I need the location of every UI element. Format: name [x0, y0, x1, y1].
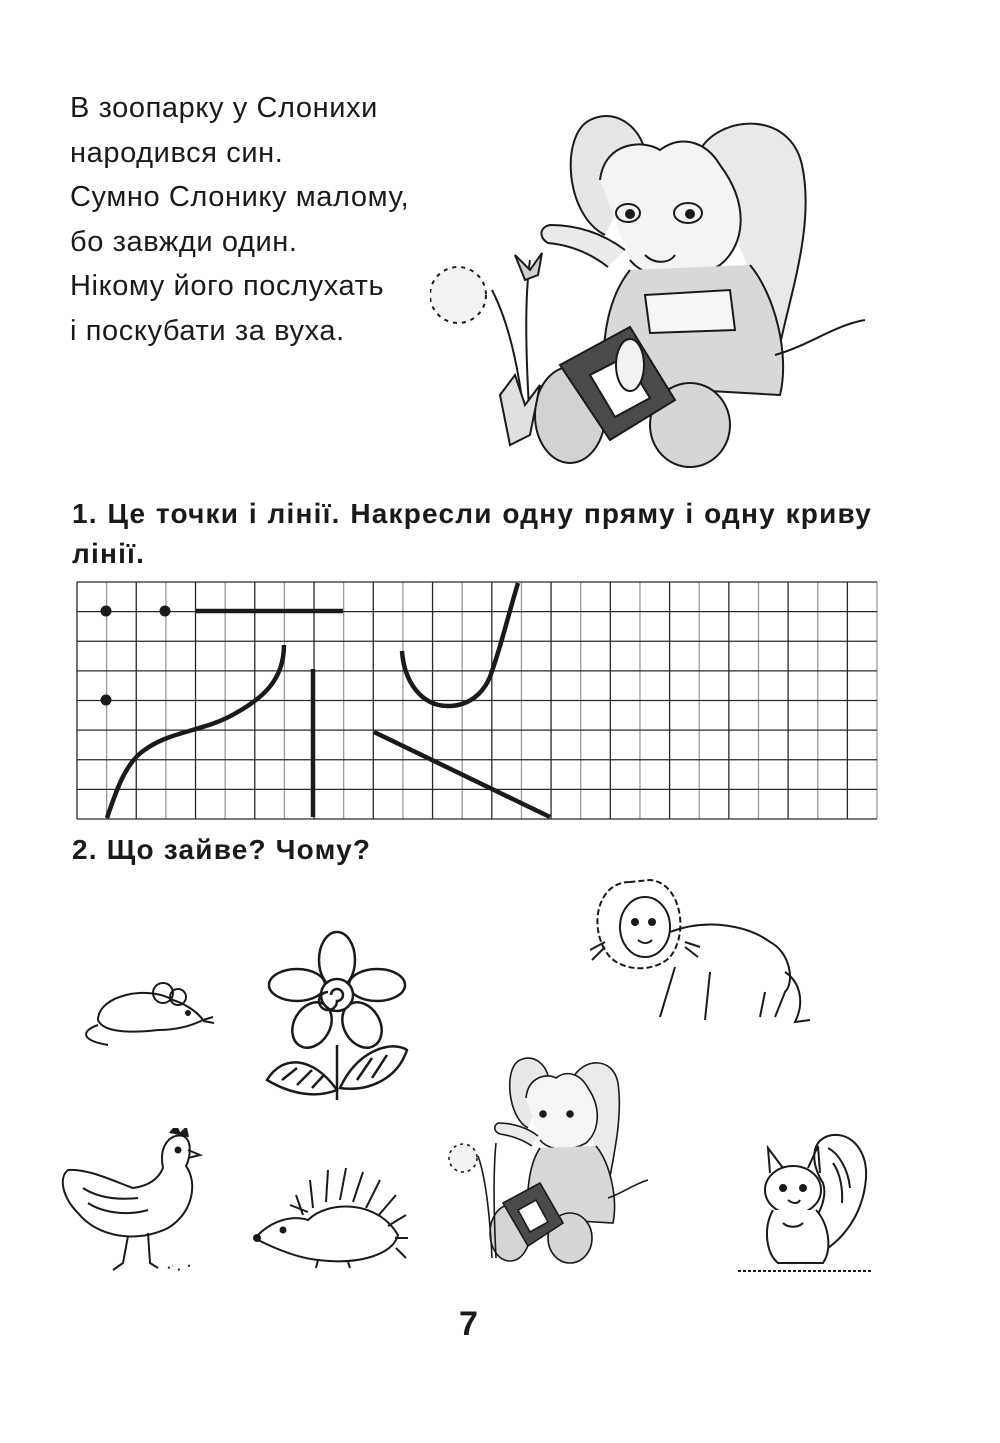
drawing-grid[interactable]: [76, 581, 878, 826]
poem-line: і поскубати за вуха.: [70, 314, 345, 347]
task-1-number: 1.: [72, 498, 98, 529]
mouse-picture[interactable]: [78, 975, 218, 1055]
point: [101, 606, 112, 617]
page-number: 7: [459, 1305, 478, 1343]
poem-line: Сумно Слонику малому,: [70, 181, 410, 213]
poem: [70, 86, 409, 353]
task-2-text: Що зайве? Чому?: [106, 834, 372, 865]
point: [160, 606, 171, 617]
poem-line: народився син.: [70, 136, 284, 169]
poem-line: бо завжди один.: [70, 225, 298, 258]
elephant-illustration: [430, 95, 870, 470]
point: [101, 695, 112, 706]
task-1-text: Це точки і лінії. Накресли одну пряму і одну криву лінії.: [72, 498, 872, 569]
task-1-heading: [72, 494, 872, 574]
flower-picture[interactable]: [262, 930, 412, 1105]
hedgehog-picture[interactable]: [248, 1160, 408, 1270]
poem-line: Нікому його послухать: [70, 270, 385, 302]
hen-picture[interactable]: [58, 1128, 218, 1278]
curved-line-u: [402, 583, 518, 706]
task-2-heading: [72, 830, 371, 870]
lion-picture[interactable]: [590, 872, 815, 1032]
poem-line: В зоопарку у Слонихи: [70, 92, 378, 124]
elephant-picture[interactable]: [448, 1048, 648, 1268]
squirrel-picture[interactable]: [738, 1128, 873, 1278]
task-2-number: 2.: [72, 834, 98, 865]
